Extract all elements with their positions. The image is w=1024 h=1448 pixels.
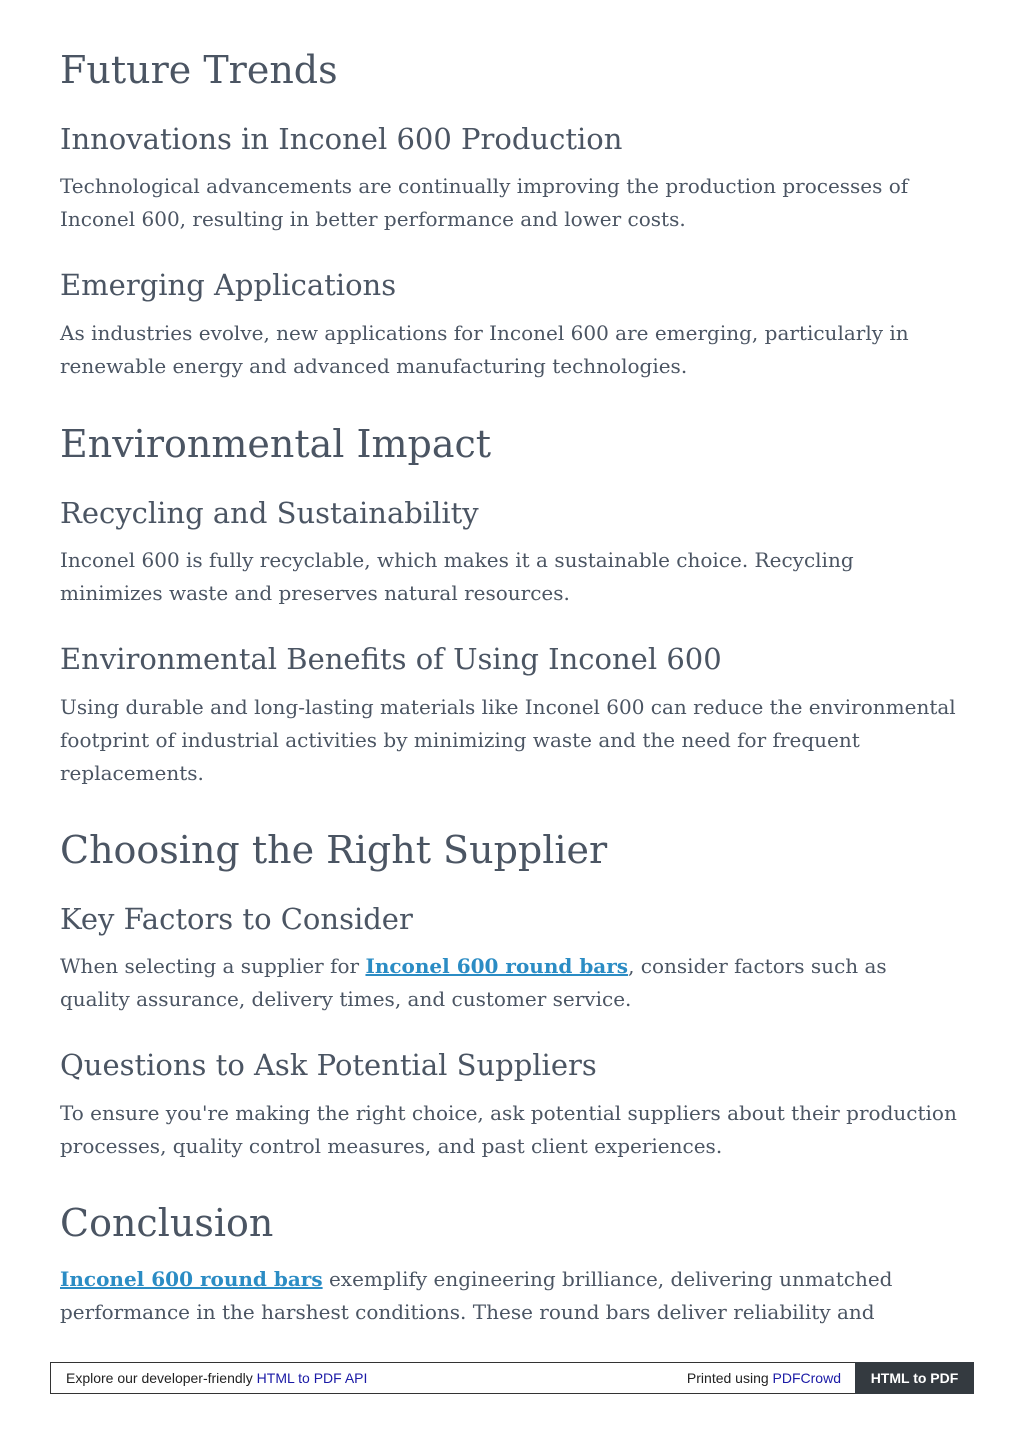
- paragraph-innovations: Technological advancements are continually improving the production processes of Inconel 600, resulting in better performance and lower costs.: [60, 174, 909, 231]
- heading-innovations: Innovations in Inconel 600 Production: [60, 122, 623, 156]
- heading-recycling: Recycling and Sustainability: [60, 496, 479, 530]
- paragraph-emerging-applications: As industries evolve, new applications for Inconel 600 are emerging, particularly in renewable energy and advanced manufacturing technologies.: [60, 321, 909, 378]
- pdfcrowd-link[interactable]: PDFCrowd: [772, 1370, 841, 1386]
- footer-explore-text: Explore our developer-friendly: [66, 1370, 257, 1386]
- pdfcrowd-footer-bar: [50, 1362, 974, 1394]
- paragraph-environmental-benefits: Using durable and long-lasting materials like Inconel 600 can reduce the environmental footprint of industrial activities by minimizing waste and the need for frequent replacements.: [60, 695, 956, 785]
- section-title-choosing-supplier: Choosing the Right Supplier: [60, 828, 608, 872]
- heading-emerging-applications: Emerging Applications: [60, 268, 397, 302]
- paragraph-recycling: Inconel 600 is fully recyclable, which makes it a sustainable choice. Recycling minimizes waste and preserves natural resources.: [60, 548, 854, 605]
- footer-explore: [66, 1363, 367, 1394]
- heading-environmental-benefits: Environmental Benefits of Using Inconel 600: [60, 642, 722, 676]
- html-to-pdf-button[interactable]: HTML to PDF: [855, 1362, 974, 1394]
- conclusion-text: exemplify engineering brilliance, delivering unmatched performance in the harshest conditions. These round bars deliver reliability and: [60, 1267, 893, 1324]
- section-title-conclusion: Conclusion: [60, 1201, 274, 1245]
- footer-printed: [687, 1363, 841, 1394]
- conclusion-inconel-link[interactable]: Inconel 600 round bars: [60, 1267, 323, 1291]
- key-factors-text-before: When selecting a supplier for: [60, 954, 366, 978]
- heading-questions-suppliers: Questions to Ask Potential Suppliers: [60, 1048, 597, 1082]
- section-title-environmental-impact: Environmental Impact: [60, 422, 492, 466]
- heading-key-factors: Key Factors to Consider: [60, 902, 413, 936]
- paragraph-conclusion: [60, 1263, 960, 1329]
- html-to-pdf-api-link[interactable]: HTML to PDF API: [256, 1370, 368, 1386]
- section-title-future-trends: Future Trends: [60, 48, 338, 92]
- inconel-round-bars-link[interactable]: Inconel 600 round bars: [365, 954, 629, 978]
- footer-printed-text: Printed using: [686, 1370, 773, 1386]
- paragraph-questions-suppliers: To ensure you're making the right choice, ask potential suppliers about their production processes, quality control measures, and past client experiences.: [60, 1101, 957, 1158]
- key-factors-text-after: , consider factors such as quality assurance, delivery times, and customer service.: [60, 954, 887, 1011]
- paragraph-key-factors: [60, 950, 960, 1016]
